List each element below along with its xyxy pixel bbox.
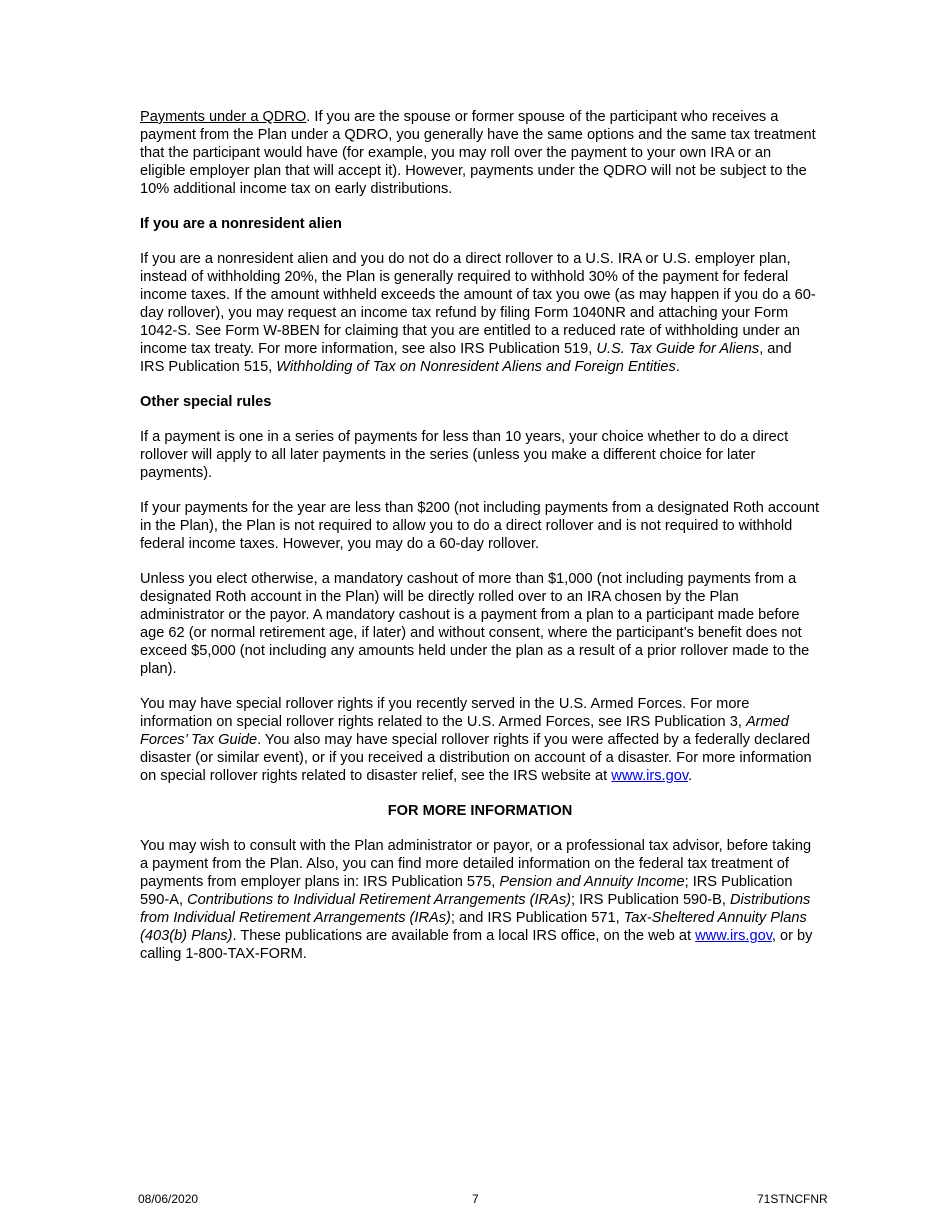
more-info-text-4: ; and IRS Publication 571, [450, 910, 624, 926]
publication-3-title: Armed Forces’ Tax Guide [140, 714, 789, 748]
footer-page-number: 7 [472, 1192, 479, 1206]
mandatory-cashout-paragraph: Unless you elect otherwise, a mandatory cashout of more than $1,000 (not including payments from a designated Roth account in the Plan) will be directly rolled over to an IRA chosen by the Plan administrator or the payor. A mandatory cashout is a payment from a plan to a participant made before age 62 (or normal retirement age, if later) and without consent, where the participant’s benefit does not exceed $5,000 (not including any amounts held under the plan as a result of a prior rollover made to the plan). [140, 571, 810, 677]
document-body [140, 108, 820, 980]
footer-document-code: 71STNCFNR [757, 1192, 828, 1206]
publication-575-title: Pension and Annuity Income [499, 874, 685, 890]
armed-forces-text-2: . You also may have special rollover rights if you were affected by a federally declared disaster (or similar event), or if you received a distribution on account of a disaster. For more information on special rollover rights related to disaster relief, see the IRS website at [140, 732, 812, 784]
armed-forces-paragraph [140, 695, 820, 785]
publication-515-title: Withholding of Tax on Nonresident Aliens and Foreign Entities [276, 359, 676, 375]
armed-forces-text-3: . [688, 768, 693, 784]
more-info-paragraph [140, 837, 820, 963]
qdro-title: Payments under a QDRO [140, 109, 307, 125]
qdro-paragraph [140, 108, 820, 198]
more-info-text-3: ; IRS Publication 590-B, [571, 892, 730, 908]
nonresident-text-1: If you are a nonresident alien and you do not do a direct rollover to a U.S. IRA or U.S. employer plan, instead of withholding 20%, the Plan is generally required to withhold 30% of the payment for federal income taxes. If the amount withheld exceeds the amount of tax you owe (as may happen if you do a 60-day rollover), you may request an income tax refund by filing Form 1040NR and attaching your Form 1042-S. See Form W-8BEN for claiming that you are entitled to a reduced rate of withholding under an income tax treaty. For more information, see also IRS Publication 519, [140, 251, 816, 357]
more-info-text-6: , or by calling 1-800-TAX-FORM. [140, 928, 813, 962]
armed-forces-text-1: You may have special rollover rights if you recently served in the U.S. Armed Forces. For more information on special rollover rights related to the U.S. Armed Forces, see IRS Publication 3, [140, 696, 750, 730]
irs-website-link-2[interactable]: www.irs.gov [695, 928, 772, 944]
other-rules-heading: Other special rules [140, 394, 272, 410]
series-payments-paragraph: If a payment is one in a series of payments for less than 10 years, your choice whether to do a direct rollover will apply to all later payments in the series (unless you make a different choice for later payments). [140, 429, 789, 481]
more-info-text-1: You may wish to consult with the Plan administrator or payor, or a professional tax advisor, before taking a payment from the Plan. Also, you can find more detailed information on the federal tax treatment of payments from employer plans in: IRS Publication 575, [140, 838, 812, 890]
nonresident-paragraph [140, 250, 820, 376]
footer-date: 08/06/2020 [138, 1192, 199, 1206]
small-payments-paragraph: If your payments for the year are less than $200 (not including payments from a designated Roth account in the Plan), the Plan is not required to allow you to do a direct rollover and is not required to withhold federal income taxes. However, you may do a 60-day rollover. [140, 500, 819, 552]
publication-571-title: Tax-Sheltered Annuity Plans (403(b) Plans) [140, 910, 807, 944]
irs-website-link[interactable]: www.irs.gov [611, 768, 689, 784]
nonresident-text-3: . [675, 359, 680, 375]
publication-590b-title: Distributions from Individual Retirement Arrangements (IRAs) [140, 892, 811, 926]
more-info-text-2: ; IRS Publication 590-A, [140, 874, 793, 908]
nonresident-heading: If you are a nonresident alien [140, 216, 342, 232]
qdro-text: . If you are the spouse or former spouse of the participant who receives a payment from the Plan under a QDRO, you generally have the same options and the same tax treatment that the participant would have (for example, you may roll over the payment to your own IRA or an eligible employer plan that will accept it). However, payments under the QDRO will not be subject to the 10% additional income tax on early distributions. [140, 109, 816, 197]
more-info-heading: FOR MORE INFORMATION [387, 803, 573, 819]
more-info-text-5: . These publications are available from a local IRS office, on the web at [232, 928, 696, 944]
nonresident-text-2: , and IRS Publication 515, [140, 341, 792, 375]
publication-519-title: U.S. Tax Guide for Aliens [596, 341, 760, 357]
publication-590a-title: Contributions to Individual Retirement Arrangements (IRAs) [187, 892, 571, 908]
